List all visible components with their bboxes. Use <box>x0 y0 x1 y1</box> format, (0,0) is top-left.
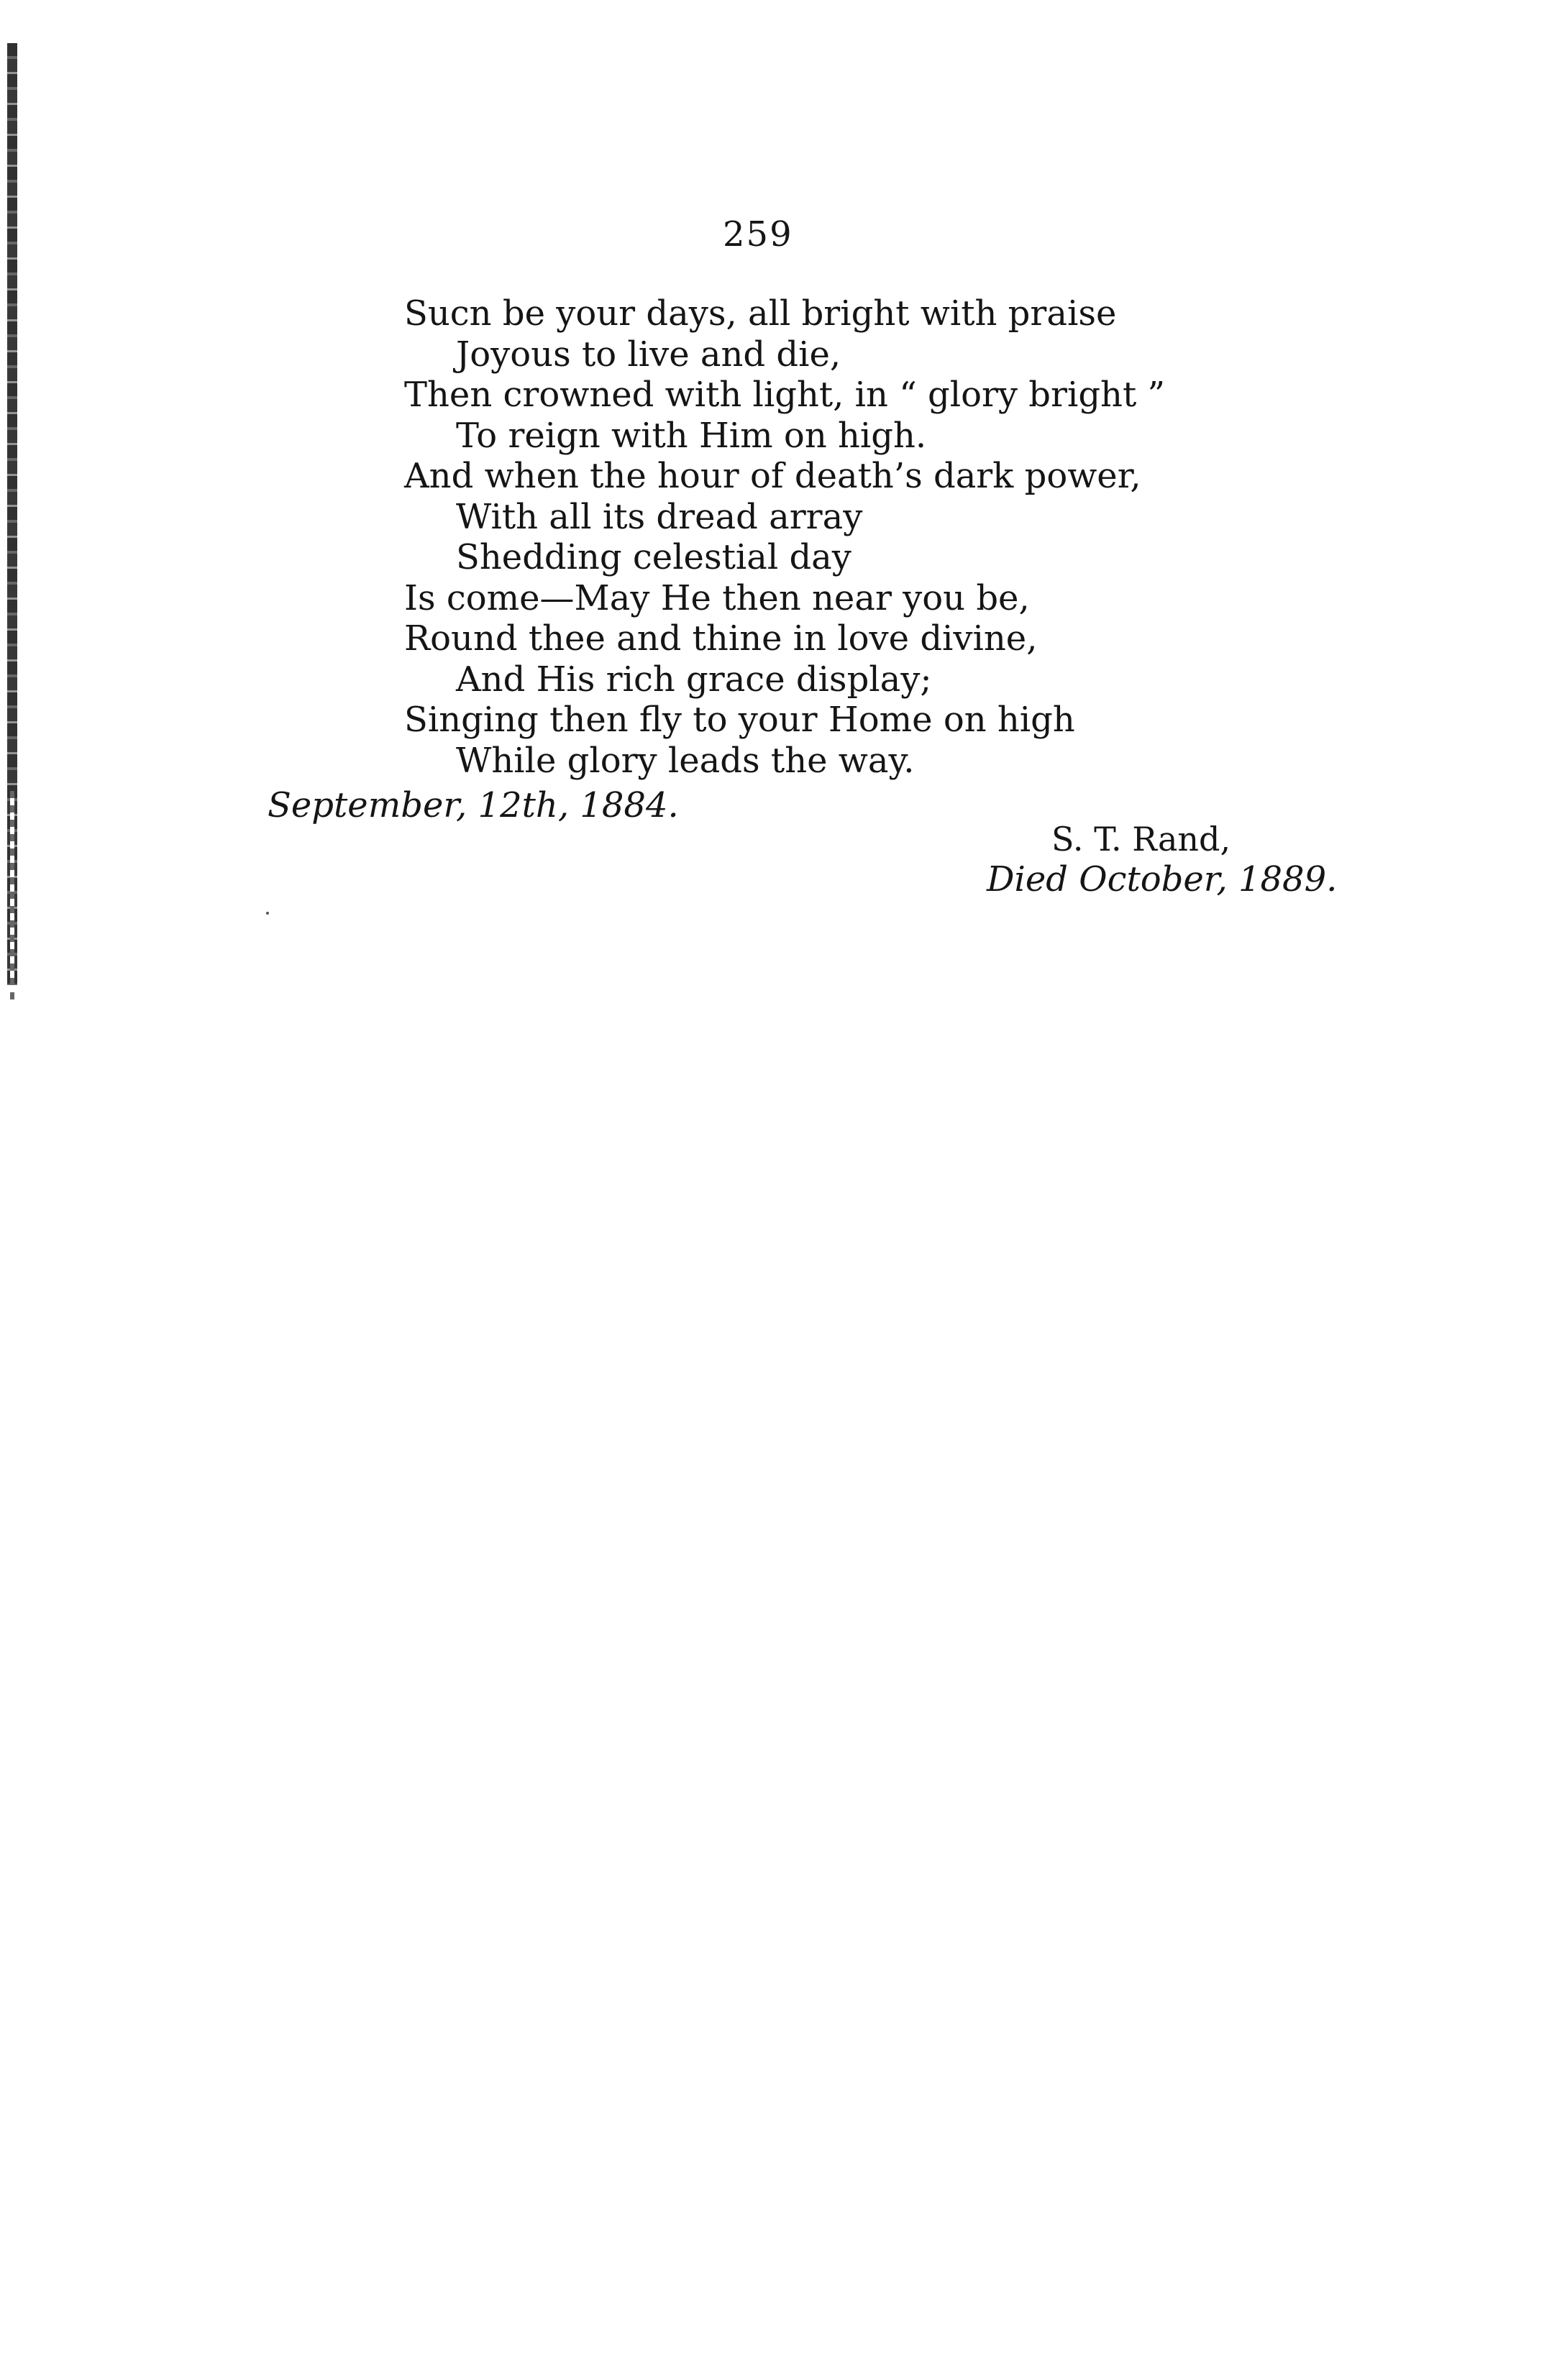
author-death-date: Died October, 1889. <box>987 859 1338 900</box>
poem-line: And when the hour of death’s dark power, <box>404 456 1141 496</box>
poem-line: Shedding celestial day <box>456 537 851 577</box>
scan-binding-edge-fade <box>10 791 14 1007</box>
author-signature: S. T. Rand, <box>1051 820 1231 859</box>
poem-line: Is come—May He then near you be, <box>404 577 1030 618</box>
poem-line: And His rich grace display; <box>456 659 932 700</box>
poem-line: Round thee and thine in love divine, <box>404 618 1038 659</box>
poem-line: Sucn be your days, all bright with praise <box>404 293 1117 334</box>
poem <box>404 293 1165 781</box>
poem-line: To reign with Him on high. <box>456 415 927 456</box>
poem-line: Singing then fly to your Home on high <box>404 700 1075 740</box>
poem-line: With all its dread array <box>456 496 863 537</box>
poem-line: While glory leads the way. <box>456 740 915 781</box>
page-number: 259 <box>723 214 793 255</box>
scan-speck <box>266 912 269 915</box>
poem-line: Then crowned with light, in “ glory bright ” <box>404 375 1166 415</box>
poem-line: Joyous to live and die, <box>456 334 841 375</box>
poem-date: September, 12th, 1884. <box>268 785 679 825</box>
